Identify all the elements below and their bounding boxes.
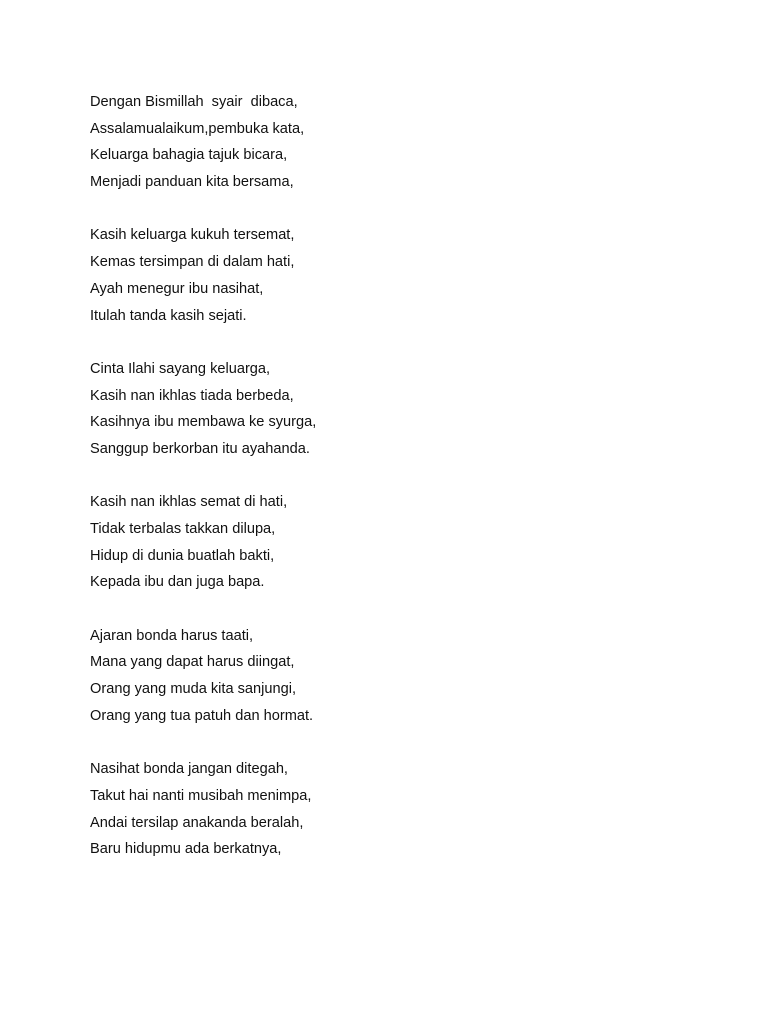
stanza-1 <box>90 89 690 196</box>
poem-line: Ajaran bonda harus taati, <box>90 627 254 644</box>
poem-line: Keluarga bahagia tajuk bicara, <box>90 147 288 164</box>
poem-line: Kasih nan ikhlas tiada berbeda, <box>90 387 294 404</box>
poem-line: Tidak terbalas takkan dilupa, <box>90 521 276 537</box>
poem-body <box>90 89 690 890</box>
poem-line: Takut hai nanti musibah menimpa, <box>90 787 312 804</box>
poem-line: Kasihnya ibu membawa ke syurga, <box>90 414 317 431</box>
stanza-3 <box>90 356 690 463</box>
poem-line: Ayah menegur ibu nasihat, <box>90 280 264 297</box>
poem-line: Assalamualaikum,pembuka kata, <box>90 120 305 137</box>
poem-line: Cinta Ilahi sayang keluarga, <box>90 360 271 377</box>
poem-line: Sanggup berkorban itu ayahanda. <box>90 440 310 457</box>
poem-line: Menjadi panduan kita bersama, <box>90 174 294 191</box>
poem-line: Orang yang tua patuh dan hormat. <box>90 707 314 724</box>
stanza-5 <box>90 623 690 730</box>
poem-line: Kemas tersimpan di dalam hati, <box>90 254 295 271</box>
poem-line: Kasih nan ikhlas semat di hati, <box>90 494 288 511</box>
poem-line: Orang yang muda kita sanjungi, <box>90 681 297 698</box>
stanza-4 <box>90 489 690 596</box>
poem-line: Mana yang dapat harus diingat, <box>90 654 295 671</box>
poem-line: Hidup di dunia buatlah bakti, <box>90 547 275 564</box>
poem-line: Kepada ibu dan juga bapa. <box>90 574 265 591</box>
stanza-6 <box>90 756 690 863</box>
poem-line: Nasihat bonda jangan ditegah, <box>90 761 288 778</box>
poem-line: Dengan Bismillah syair dibaca, <box>90 94 298 110</box>
poem-line: Andai tersilap anakanda beralah, <box>90 814 304 831</box>
stanza-2 <box>90 222 690 329</box>
poem-line: Baru hidupmu ada berkatnya, <box>90 841 282 858</box>
poem-line: Kasih keluarga kukuh tersemat, <box>90 227 295 244</box>
poem-line: Itulah tanda kasih sejati. <box>90 307 247 324</box>
